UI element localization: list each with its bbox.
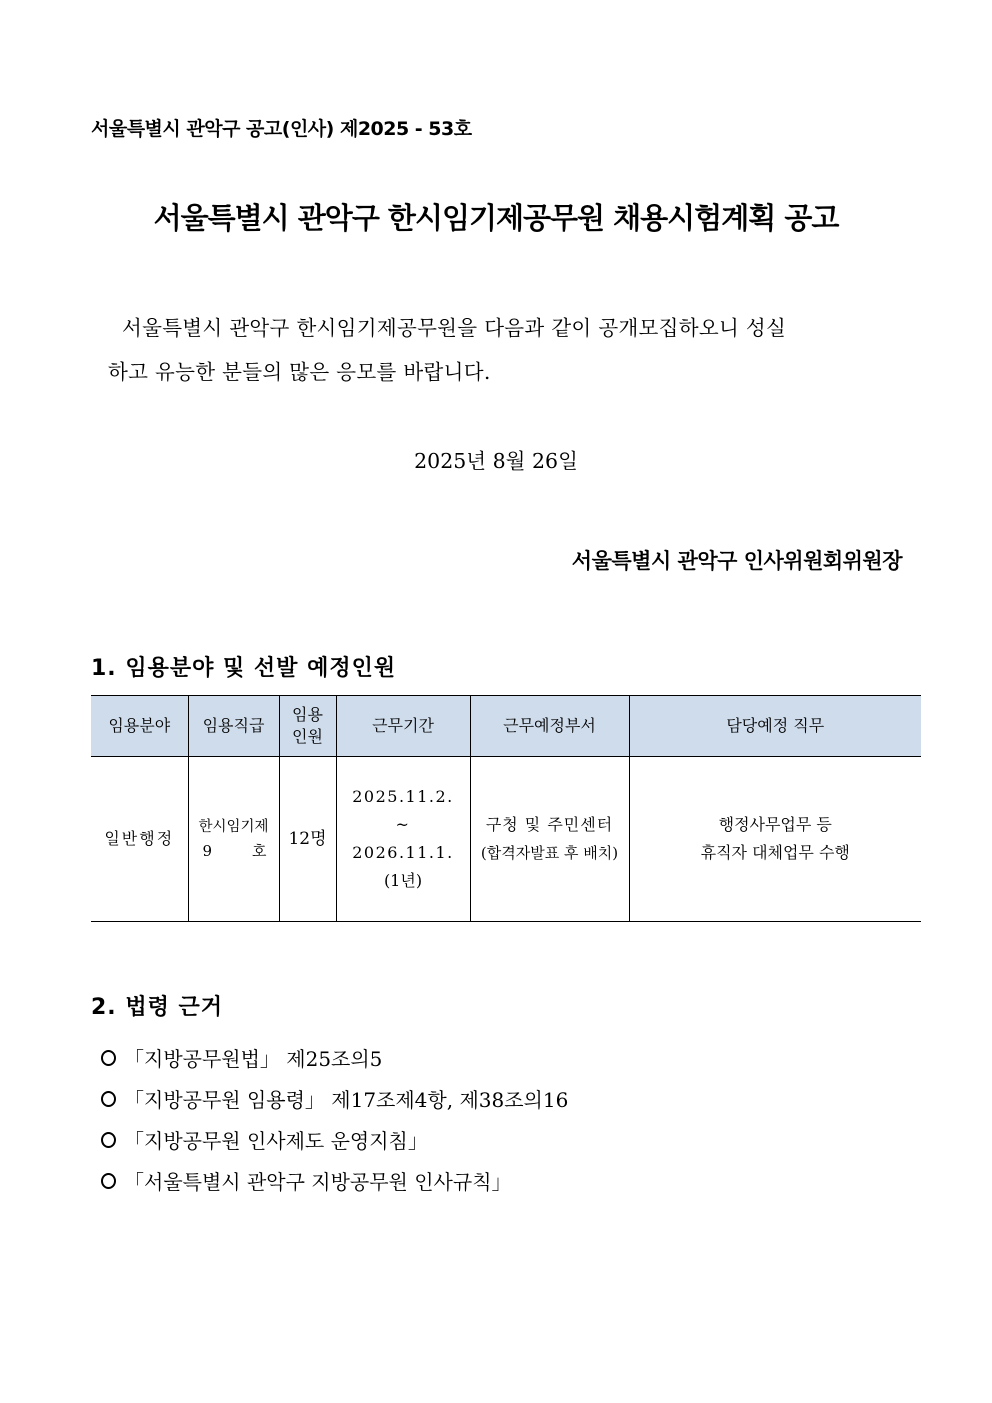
rank-grade [189,839,279,863]
header-count: 임용 인원 [279,696,336,757]
announcement-date: 2025년 8월 26일 [414,449,578,473]
notice-number: 서울특별시 관악구 공고(인사) 제2025 - 53호 [91,118,472,140]
intro-paragraph [108,306,908,394]
cell-department [470,757,629,922]
law-item-4: 「서울특별시 관악구 지방공무원 인사규칙」 [124,1170,512,1194]
rank-name: 한시임기제 [198,819,269,835]
duty-line-1: 행정사무업무 등 [718,815,832,834]
list-item [101,1119,568,1160]
law-basis-list [101,1037,568,1201]
intro-line-1: 서울특별시 관악구 한시임기제공무원을 다음과 같이 공개모집하오니 성실 [122,316,787,340]
cell-field: 일반행정 [91,757,188,922]
table-row [91,757,921,922]
header-period: 근무기간 [336,696,470,757]
duty-line-2: 휴직자 대체업무 수행 [700,843,850,862]
law-item-2: 「지방공무원 임용령」 제17조제4항, 제38조의16 [124,1088,569,1112]
period-separator: ~ [395,815,411,834]
rank-grade-num: 9 [202,842,213,860]
header-field: 임용분야 [91,696,188,757]
circle-bullet-icon [101,1132,116,1148]
document-title: 서울특별시 관악구 한시임기제공무원 채용시험계획 공고 [153,201,839,235]
table-header-row [91,696,921,757]
circle-bullet-icon [101,1050,116,1066]
list-item [101,1078,568,1119]
dept-line-2: (합격자발표 후 배치) [480,844,619,862]
recruitment-table [91,695,921,922]
section-2-heading: 2. 법령 근거 [91,995,223,1020]
list-item [101,1037,568,1078]
circle-bullet-icon [101,1173,116,1189]
rank-grade-unit: 호 [252,842,267,860]
period-length: (1년) [383,871,423,890]
intro-line-2: 하고 유능한 분들의 많은 응모를 바랍니다. [108,360,491,384]
header-duty: 담당예정 직무 [629,696,921,757]
period-end: 2026.11.1. [352,843,454,862]
cell-duty [629,757,921,922]
header-department: 근무예정부서 [470,696,629,757]
cell-rank [188,757,279,922]
signer: 서울특별시 관악구 인사위원회위원장 [571,549,902,573]
period-start: 2025.11.2. [352,787,454,806]
header-rank: 임용직급 [188,696,279,757]
cell-period [336,757,470,922]
section-1-heading: 1. 임용분야 및 선발 예정인원 [91,656,397,681]
cell-count: 12명 [279,757,336,922]
dept-line-1: 구청 및 주민센터 [485,815,614,834]
list-item [101,1160,568,1201]
law-item-1: 「지방공무원법」 제25조의5 [124,1047,383,1071]
law-item-3: 「지방공무원 인사제도 운영지침」 [124,1129,428,1153]
circle-bullet-icon [101,1091,116,1107]
